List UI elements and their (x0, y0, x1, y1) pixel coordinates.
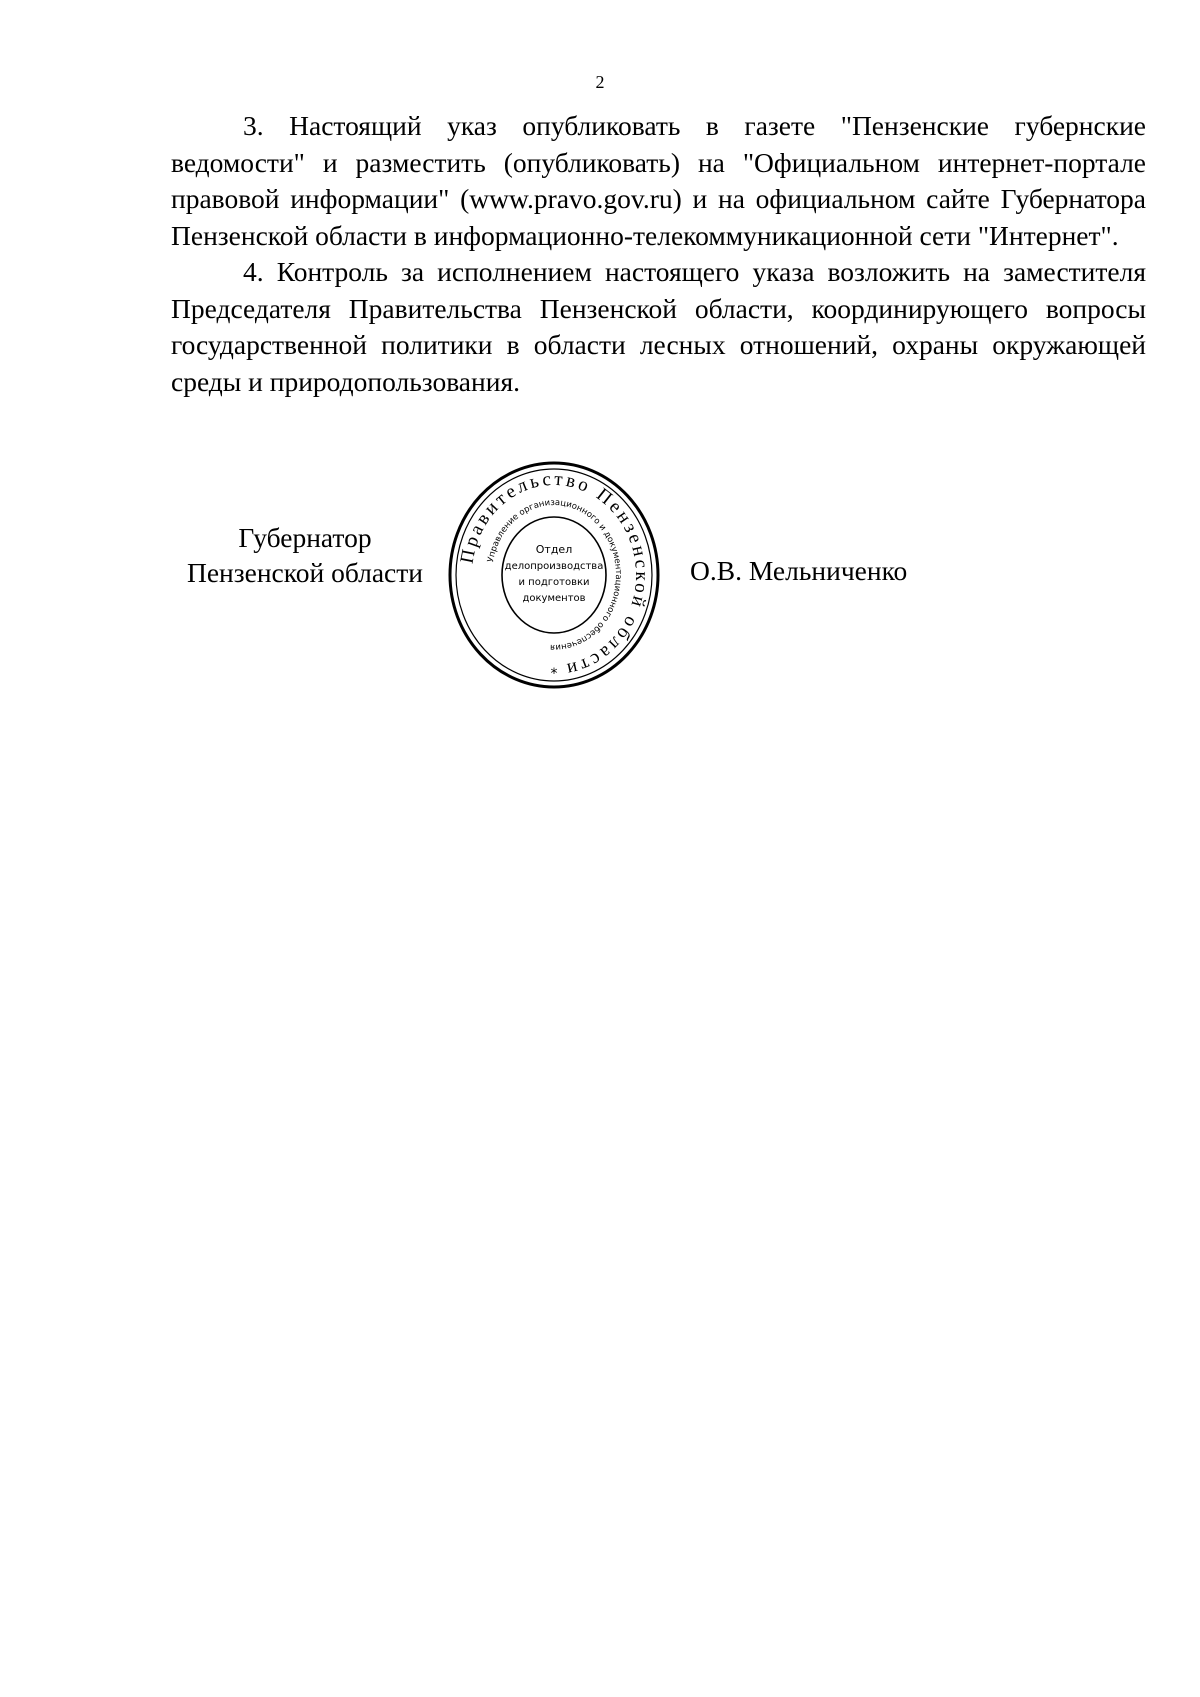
stamp-center-line3: и подготовки (518, 577, 590, 588)
stamp-center-line4: документов (522, 593, 586, 604)
stamp-center-line2: делопроизводства (504, 561, 604, 572)
signatory-position-line2: Пензенской области (186, 557, 423, 588)
official-stamp (446, 460, 662, 690)
paragraph-4: 4. Контроль за исполнением настоящего указа возложить на заместителя Председателя Правительства Пензенской области, координирующего вопросы государственной политики в области лесных отношений, охраны окружающей среды и природопользования. (171, 256, 1146, 397)
paragraph-3: 3. Настоящий указ опубликовать в газете "Пензенские губернские ведомости" и разместить (опубликовать) на "Официальном интернет-портале правовой информации" (www.pravo.gov.ru) и на официальном сайте Губернатора Пензенской области в информационно-телекоммуникационной сети "Интернет". (171, 110, 1146, 251)
svg-text:Управление организационного и (486, 498, 623, 652)
stamp-middle-text: Управление организационного и документационного обеспечения (486, 497, 624, 653)
stamp-star: * (550, 666, 558, 682)
signatory-position (160, 520, 450, 590)
stamp-center-line1: Отдел (535, 543, 573, 556)
stamp-outer-ring (450, 463, 658, 687)
document-body (171, 108, 1146, 400)
signatory-position-line1: Губернатор (238, 522, 372, 553)
signatory-name: О.В. Мельниченко (690, 555, 908, 586)
stamp-outer-text: Правительство Пензенской области (456, 468, 653, 681)
stamp-center-ring (502, 517, 606, 633)
page-number: 2 (595, 72, 605, 92)
